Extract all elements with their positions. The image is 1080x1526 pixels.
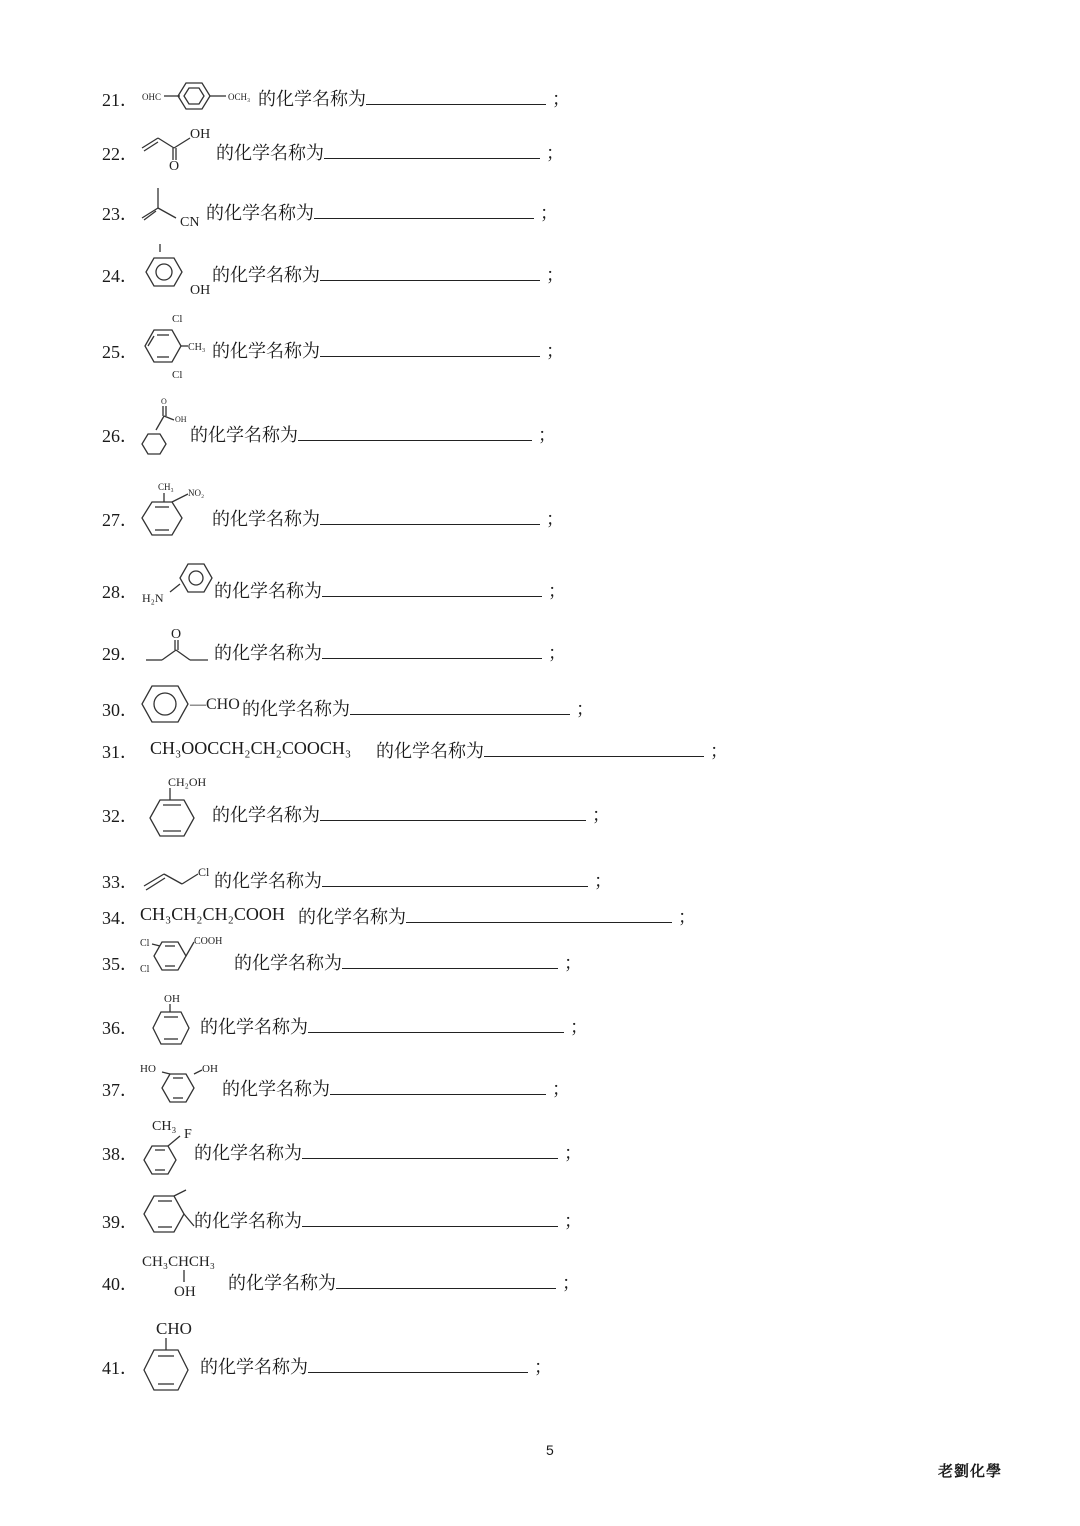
- label-oh: OH: [202, 1063, 218, 1075]
- question-number: 32．: [102, 806, 138, 826]
- answer-blank[interactable]: [322, 578, 542, 597]
- structure-o-nitrotoluene: [140, 480, 212, 550]
- label-oh: OH: [190, 283, 211, 296]
- label-oh: OH: [175, 415, 187, 424]
- answer-blank[interactable]: [336, 1270, 556, 1289]
- answer-blank[interactable]: [342, 950, 558, 969]
- structure-phenol: [152, 990, 198, 1056]
- label-cho: CHO: [156, 1319, 192, 1338]
- label-cn: CN: [180, 215, 200, 230]
- structure-aniline: [140, 562, 220, 608]
- answer-blank[interactable]: [298, 422, 532, 441]
- answer-blank[interactable]: [366, 86, 546, 105]
- question-number: 29．: [102, 644, 138, 664]
- question-number: 33．: [102, 872, 138, 892]
- formula-butanoic-acid: CH₃CH₂CH₂COOH: [140, 904, 285, 924]
- label-ohc: OHC: [142, 92, 162, 102]
- question-stem: 的化学名称为 ；: [228, 1269, 580, 1295]
- answer-blank[interactable]: [320, 802, 586, 821]
- structure-o-fluorotoluene: [142, 1114, 202, 1180]
- label-cho: —CHO: [190, 696, 240, 713]
- question-stem: 的化学名称为 ；: [216, 139, 564, 165]
- label-h2n: H₂N: [142, 591, 164, 605]
- answer-blank[interactable]: [484, 738, 704, 757]
- question-number: 24．: [102, 266, 138, 286]
- label-oh: OH: [190, 127, 211, 142]
- question-number: 21．: [102, 90, 138, 110]
- answer-blank[interactable]: [322, 868, 588, 887]
- question-number: 22．: [102, 144, 138, 164]
- question-stem: 的化学名称为 ；: [212, 261, 564, 287]
- question-number: 39．: [102, 1212, 138, 1232]
- structure-dichlorobenzoic-acid: [140, 934, 236, 982]
- question-number: 31．: [102, 742, 138, 762]
- structure-resorcinol: [140, 1060, 226, 1108]
- question-number: 27．: [102, 510, 138, 530]
- answer-blank[interactable]: [308, 1354, 528, 1373]
- structure-allyl-chloride: [142, 858, 216, 898]
- label-o: O: [169, 159, 180, 172]
- structure-m-cresol: [142, 242, 218, 296]
- label-ch3: CH₃: [152, 1119, 177, 1134]
- label-cl-bottom: Cl: [172, 369, 183, 381]
- question-number: 36．: [102, 1018, 138, 1038]
- label-cl-top: Cl: [172, 313, 183, 325]
- label-och3: OCH₃: [228, 92, 251, 102]
- question-number: 40．: [102, 1274, 138, 1294]
- question-stem: 的化学名称为 ；: [206, 199, 558, 225]
- label-oh: OH: [164, 993, 180, 1005]
- label-no2: NO₂: [188, 488, 205, 498]
- question-stem: 的化学名称为 ；: [298, 903, 696, 929]
- page-number: 5: [546, 1442, 554, 1458]
- label-ch3: CH₃: [158, 482, 174, 492]
- structure-benzaldehyde-vertical: [140, 1318, 204, 1402]
- answer-blank[interactable]: [322, 640, 542, 659]
- question-stem: 的化学名称为 ；: [200, 1013, 588, 1039]
- brand-watermark: 老劉化學: [938, 1462, 1003, 1480]
- question-number: 34．: [102, 908, 138, 928]
- label-cl-top: Cl: [140, 938, 150, 949]
- question-stem: 的化学名称为 ；: [212, 505, 564, 531]
- label-ho: HO: [140, 1063, 156, 1075]
- question-number: 35．: [102, 954, 138, 974]
- question-stem: 的化学名称为 ；: [222, 1075, 570, 1101]
- question-number: 38．: [102, 1144, 138, 1164]
- answer-blank[interactable]: [320, 262, 540, 281]
- question-stem: 的化学名称为 ；: [212, 337, 564, 363]
- answer-blank[interactable]: [302, 1208, 558, 1227]
- label-ch3: CH₃: [188, 342, 206, 353]
- question-stem: 的化学名称为 ；: [194, 1207, 582, 1233]
- question-stem: 的化学名称为 ；: [242, 695, 594, 721]
- label-cooh: COOH: [194, 936, 223, 947]
- answer-blank[interactable]: [320, 506, 540, 525]
- structure-methacrylonitrile: [140, 186, 210, 234]
- structure-2-propanol: [140, 1250, 240, 1304]
- structure-benzyl-alcohol: [148, 774, 218, 850]
- question-number: 23．: [102, 204, 138, 224]
- answer-blank[interactable]: [308, 1014, 564, 1033]
- structure-benzaldehyde: [140, 684, 250, 724]
- label-cl: Cl: [198, 865, 210, 879]
- answer-blank[interactable]: [406, 904, 672, 923]
- label-o: O: [171, 627, 182, 642]
- question-stem: 的化学名称为 ；: [258, 85, 570, 111]
- answer-blank[interactable]: [302, 1140, 558, 1159]
- answer-blank[interactable]: [324, 140, 540, 159]
- question-stem: 的化学名称为 ；: [214, 577, 566, 603]
- question-number: 25．: [102, 342, 138, 362]
- structure-dichlorotoluene: [142, 310, 214, 382]
- answer-blank[interactable]: [350, 696, 570, 715]
- formula-dimethyl-succinate: CH₃OOCCH₂CH₂COOCH₃: [150, 738, 352, 758]
- label-f: F: [184, 1127, 192, 1142]
- question-stem: 的化学名称为 ；: [234, 949, 582, 975]
- question-number: 37．: [102, 1080, 138, 1100]
- question-stem: 的化学名称为 ；: [214, 639, 566, 665]
- answer-blank[interactable]: [314, 200, 534, 219]
- question-stem: 的化学名称为 ；: [212, 801, 610, 827]
- structure-acrylic-acid: [140, 122, 220, 172]
- question-stem: 的化学名称为 ；: [190, 421, 556, 447]
- label-o: O: [161, 397, 167, 406]
- question-stem: 的化学名称为 ；: [214, 867, 612, 893]
- question-number: 26．: [102, 426, 138, 446]
- question-stem: 的化学名称为 ；: [200, 1353, 552, 1379]
- question-number: 28．: [102, 582, 138, 602]
- question-number: 30．: [102, 700, 138, 720]
- label-cl-bottom: Cl: [140, 964, 150, 975]
- question-stem: 的化学名称为 ；: [194, 1139, 582, 1165]
- question-stem: 的化学名称为 ；: [376, 737, 728, 763]
- answer-blank[interactable]: [330, 1076, 546, 1095]
- question-number: 41．: [102, 1358, 138, 1378]
- answer-blank[interactable]: [320, 338, 540, 357]
- structure-o-xylene: [142, 1188, 202, 1248]
- label-ch2oh: CH₂OH: [168, 775, 207, 789]
- structure-p-methoxybenzaldehyde: [140, 78, 260, 118]
- structure-3-pentanone: [144, 624, 218, 670]
- label-ch3chch3: CH₃CHCH₃: [142, 1254, 215, 1270]
- label-oh: OH: [174, 1284, 196, 1300]
